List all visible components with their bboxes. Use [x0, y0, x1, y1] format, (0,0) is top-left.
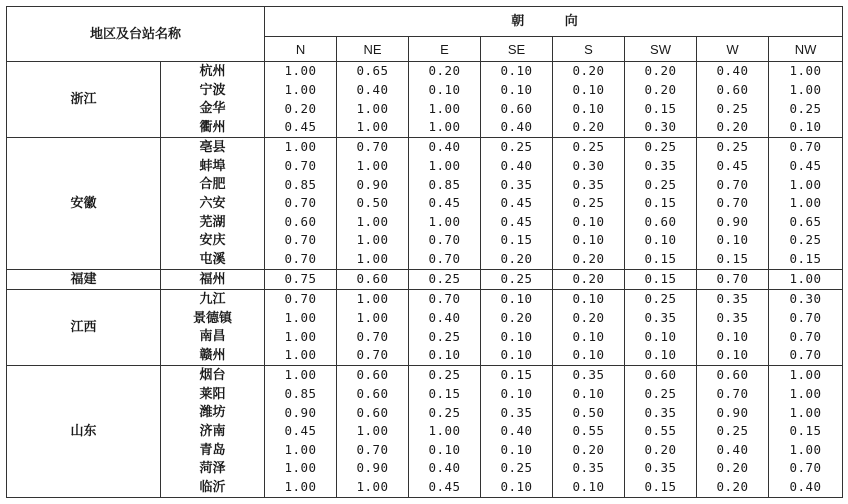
province-cell: 山东 — [7, 366, 161, 498]
factor-value-cell: 0.30 — [553, 157, 625, 176]
factor-value-cell: 0.65 — [337, 62, 409, 81]
factor-value-cell: 1.00 — [769, 441, 843, 460]
factor-value-cell: 0.25 — [481, 269, 553, 289]
factor-value-cell: 0.10 — [553, 290, 625, 309]
factor-value-cell: 0.10 — [553, 328, 625, 347]
factor-value-cell: 0.35 — [625, 157, 697, 176]
factor-value-cell: 0.90 — [337, 176, 409, 195]
factor-value-cell: 1.00 — [769, 176, 843, 195]
factor-value-cell: 0.10 — [481, 478, 553, 497]
factor-value-cell: 0.10 — [481, 81, 553, 100]
factor-value-cell: 0.15 — [625, 194, 697, 213]
station-cell: 安庆 — [161, 231, 265, 250]
table-row — [7, 290, 843, 309]
factor-value-cell: 0.20 — [697, 459, 769, 478]
table-row — [7, 62, 843, 81]
factor-value-cell: 1.00 — [769, 404, 843, 423]
factor-value-cell: 0.10 — [625, 346, 697, 365]
province-cell: 福建 — [7, 269, 161, 289]
factor-value-cell: 0.40 — [697, 441, 769, 460]
factor-value-cell: 0.15 — [625, 100, 697, 119]
direction-column-header: NW — [769, 37, 843, 62]
direction-column-header: NE — [337, 37, 409, 62]
factor-value-cell: 1.00 — [337, 422, 409, 441]
factor-value-cell: 0.15 — [625, 250, 697, 269]
factor-value-cell: 0.20 — [553, 118, 625, 137]
station-cell: 合肥 — [161, 176, 265, 195]
factor-value-cell: 1.00 — [409, 100, 481, 119]
factor-value-cell: 0.25 — [625, 385, 697, 404]
factor-value-cell: 1.00 — [769, 194, 843, 213]
factor-value-cell: 0.30 — [769, 290, 843, 309]
factor-value-cell: 1.00 — [337, 290, 409, 309]
factor-value-cell: 0.70 — [769, 346, 843, 365]
factor-value-cell: 0.35 — [625, 309, 697, 328]
factor-value-cell: 0.40 — [697, 62, 769, 81]
factor-value-cell: 0.20 — [481, 250, 553, 269]
table-body — [7, 62, 843, 498]
factor-value-cell: 1.00 — [769, 269, 843, 289]
factor-value-cell: 0.90 — [337, 459, 409, 478]
factor-value-cell: 0.60 — [625, 366, 697, 385]
factor-value-cell: 1.00 — [337, 157, 409, 176]
factor-value-cell: 0.20 — [481, 309, 553, 328]
orientation-factor-table-container — [6, 6, 842, 498]
factor-value-cell: 1.00 — [265, 328, 337, 347]
factor-value-cell: 0.35 — [553, 459, 625, 478]
factor-value-cell: 0.25 — [409, 328, 481, 347]
factor-value-cell: 0.90 — [697, 404, 769, 423]
direction-column-header: S — [553, 37, 625, 62]
station-cell: 烟台 — [161, 366, 265, 385]
factor-value-cell: 0.70 — [409, 250, 481, 269]
factor-value-cell: 0.15 — [409, 385, 481, 404]
station-cell: 福州 — [161, 269, 265, 289]
factor-value-cell: 0.40 — [769, 478, 843, 497]
factor-value-cell: 1.00 — [337, 100, 409, 119]
factor-value-cell: 0.15 — [625, 269, 697, 289]
factor-value-cell: 0.25 — [697, 422, 769, 441]
factor-value-cell: 0.50 — [553, 404, 625, 423]
factor-value-cell: 0.90 — [697, 213, 769, 232]
station-cell: 九江 — [161, 290, 265, 309]
station-cell: 屯溪 — [161, 250, 265, 269]
station-cell: 南昌 — [161, 328, 265, 347]
factor-value-cell: 0.45 — [265, 118, 337, 137]
factor-value-cell: 0.70 — [337, 441, 409, 460]
factor-value-cell: 0.85 — [265, 385, 337, 404]
factor-value-cell: 1.00 — [337, 478, 409, 497]
factor-value-cell: 0.10 — [409, 441, 481, 460]
factor-value-cell: 0.25 — [409, 404, 481, 423]
factor-value-cell: 0.55 — [625, 422, 697, 441]
factor-value-cell: 0.10 — [481, 346, 553, 365]
table-row — [7, 138, 843, 157]
factor-value-cell: 0.85 — [265, 176, 337, 195]
factor-value-cell: 0.20 — [553, 62, 625, 81]
factor-value-cell: 0.70 — [697, 269, 769, 289]
factor-value-cell: 0.40 — [409, 138, 481, 157]
factor-value-cell: 0.35 — [481, 176, 553, 195]
factor-value-cell: 0.40 — [409, 459, 481, 478]
table-row — [7, 269, 843, 289]
station-cell: 亳县 — [161, 138, 265, 157]
factor-value-cell: 0.60 — [337, 385, 409, 404]
factor-value-cell: 0.10 — [481, 290, 553, 309]
factor-value-cell: 0.60 — [481, 100, 553, 119]
factor-value-cell: 0.10 — [481, 385, 553, 404]
factor-value-cell: 1.00 — [265, 441, 337, 460]
factor-value-cell: 0.15 — [481, 366, 553, 385]
factor-value-cell: 0.70 — [337, 328, 409, 347]
factor-value-cell: 1.00 — [265, 81, 337, 100]
region-station-header: 地区及台站名称 — [7, 7, 265, 62]
factor-value-cell: 1.00 — [337, 250, 409, 269]
factor-value-cell: 0.10 — [409, 346, 481, 365]
factor-value-cell: 1.00 — [769, 366, 843, 385]
station-cell: 赣州 — [161, 346, 265, 365]
province-cell: 安徽 — [7, 138, 161, 270]
factor-value-cell: 0.70 — [265, 290, 337, 309]
factor-value-cell: 0.20 — [697, 478, 769, 497]
factor-value-cell: 1.00 — [769, 62, 843, 81]
table-row — [7, 366, 843, 385]
direction-column-header: SW — [625, 37, 697, 62]
factor-value-cell: 1.00 — [337, 118, 409, 137]
factor-value-cell: 0.45 — [265, 422, 337, 441]
factor-value-cell: 1.00 — [337, 213, 409, 232]
factor-value-cell: 0.40 — [481, 118, 553, 137]
factor-value-cell: 0.70 — [265, 194, 337, 213]
factor-value-cell: 0.15 — [697, 250, 769, 269]
factor-value-cell: 0.60 — [337, 269, 409, 289]
factor-value-cell: 0.70 — [769, 328, 843, 347]
factor-value-cell: 0.40 — [409, 309, 481, 328]
factor-value-cell: 0.60 — [697, 366, 769, 385]
factor-value-cell: 0.20 — [625, 81, 697, 100]
factor-value-cell: 0.45 — [409, 194, 481, 213]
factor-value-cell: 0.25 — [481, 459, 553, 478]
factor-value-cell: 0.20 — [409, 62, 481, 81]
factor-value-cell: 0.15 — [769, 422, 843, 441]
factor-value-cell: 0.10 — [625, 231, 697, 250]
station-cell: 芜湖 — [161, 213, 265, 232]
factor-value-cell: 0.70 — [337, 346, 409, 365]
station-cell: 青岛 — [161, 441, 265, 460]
factor-value-cell: 0.20 — [697, 118, 769, 137]
factor-value-cell: 0.50 — [337, 194, 409, 213]
factor-value-cell: 0.45 — [769, 157, 843, 176]
factor-value-cell: 0.10 — [409, 81, 481, 100]
factor-value-cell: 0.60 — [625, 213, 697, 232]
factor-value-cell: 0.10 — [697, 346, 769, 365]
factor-value-cell: 0.75 — [265, 269, 337, 289]
factor-value-cell: 0.20 — [625, 441, 697, 460]
factor-value-cell: 0.45 — [481, 213, 553, 232]
direction-column-header: N — [265, 37, 337, 62]
factor-value-cell: 1.00 — [409, 213, 481, 232]
factor-value-cell: 0.30 — [625, 118, 697, 137]
factor-value-cell: 0.70 — [769, 309, 843, 328]
factor-value-cell: 0.35 — [697, 290, 769, 309]
factor-value-cell: 0.10 — [553, 385, 625, 404]
factor-value-cell: 0.10 — [553, 100, 625, 119]
station-cell: 蚌埠 — [161, 157, 265, 176]
factor-value-cell: 0.45 — [481, 194, 553, 213]
factor-value-cell: 0.70 — [769, 138, 843, 157]
factor-value-cell: 0.60 — [337, 404, 409, 423]
factor-value-cell: 0.25 — [769, 231, 843, 250]
factor-value-cell: 0.35 — [625, 459, 697, 478]
factor-value-cell: 0.25 — [553, 194, 625, 213]
factor-value-cell: 0.40 — [481, 422, 553, 441]
direction-column-header: W — [697, 37, 769, 62]
station-cell: 菏泽 — [161, 459, 265, 478]
orientation-factor-table — [6, 6, 843, 498]
factor-value-cell: 0.10 — [553, 346, 625, 365]
factor-value-cell: 0.15 — [481, 231, 553, 250]
factor-value-cell: 0.10 — [625, 328, 697, 347]
factor-value-cell: 0.15 — [769, 250, 843, 269]
factor-value-cell: 0.10 — [697, 328, 769, 347]
station-cell: 潍坊 — [161, 404, 265, 423]
factor-value-cell: 0.90 — [265, 404, 337, 423]
station-cell: 宁波 — [161, 81, 265, 100]
factor-value-cell: 0.35 — [625, 404, 697, 423]
factor-value-cell: 1.00 — [337, 309, 409, 328]
province-cell: 浙江 — [7, 62, 161, 138]
station-cell: 景德镇 — [161, 309, 265, 328]
factor-value-cell: 0.35 — [697, 309, 769, 328]
factor-value-cell: 0.70 — [265, 157, 337, 176]
factor-value-cell: 1.00 — [265, 478, 337, 497]
factor-value-cell: 0.10 — [553, 478, 625, 497]
factor-value-cell: 1.00 — [769, 81, 843, 100]
station-cell: 莱阳 — [161, 385, 265, 404]
factor-value-cell: 0.20 — [553, 250, 625, 269]
factor-value-cell: 0.10 — [697, 231, 769, 250]
factor-value-cell: 0.25 — [481, 138, 553, 157]
factor-value-cell: 0.20 — [625, 62, 697, 81]
factor-value-cell: 0.60 — [265, 213, 337, 232]
factor-value-cell: 0.70 — [697, 194, 769, 213]
factor-value-cell: 0.25 — [553, 138, 625, 157]
factor-value-cell: 1.00 — [265, 62, 337, 81]
factor-value-cell: 0.55 — [553, 422, 625, 441]
factor-value-cell: 1.00 — [769, 385, 843, 404]
station-cell: 衢州 — [161, 118, 265, 137]
factor-value-cell: 1.00 — [409, 157, 481, 176]
factor-value-cell: 0.70 — [265, 250, 337, 269]
factor-value-cell: 0.10 — [769, 118, 843, 137]
factor-value-cell: 0.25 — [697, 100, 769, 119]
factor-value-cell: 0.25 — [409, 269, 481, 289]
factor-value-cell: 0.20 — [553, 309, 625, 328]
station-cell: 六安 — [161, 194, 265, 213]
factor-value-cell: 0.20 — [265, 100, 337, 119]
station-cell: 临沂 — [161, 478, 265, 497]
factor-value-cell: 0.60 — [337, 366, 409, 385]
factor-value-cell: 1.00 — [409, 118, 481, 137]
factor-value-cell: 0.10 — [481, 62, 553, 81]
factor-value-cell: 0.20 — [553, 441, 625, 460]
factor-value-cell: 0.25 — [697, 138, 769, 157]
factor-value-cell: 1.00 — [265, 366, 337, 385]
factor-value-cell: 0.10 — [481, 328, 553, 347]
factor-value-cell: 0.25 — [625, 138, 697, 157]
factor-value-cell: 0.35 — [481, 404, 553, 423]
factor-value-cell: 0.40 — [337, 81, 409, 100]
factor-value-cell: 1.00 — [265, 346, 337, 365]
factor-value-cell: 0.45 — [409, 478, 481, 497]
factor-value-cell: 0.10 — [553, 231, 625, 250]
factor-value-cell: 1.00 — [265, 138, 337, 157]
factor-value-cell: 0.45 — [697, 157, 769, 176]
factor-value-cell: 0.10 — [553, 81, 625, 100]
station-cell: 杭州 — [161, 62, 265, 81]
orientation-header: 朝 向 — [265, 7, 843, 37]
table-header — [7, 7, 843, 62]
factor-value-cell: 0.70 — [265, 231, 337, 250]
factor-value-cell: 0.70 — [409, 290, 481, 309]
factor-value-cell: 0.25 — [625, 290, 697, 309]
factor-value-cell: 0.25 — [409, 366, 481, 385]
factor-value-cell: 0.20 — [553, 269, 625, 289]
station-cell: 济南 — [161, 422, 265, 441]
factor-value-cell: 1.00 — [265, 309, 337, 328]
factor-value-cell: 0.35 — [553, 176, 625, 195]
direction-column-header: SE — [481, 37, 553, 62]
factor-value-cell: 0.40 — [481, 157, 553, 176]
factor-value-cell: 1.00 — [337, 231, 409, 250]
station-cell: 金华 — [161, 100, 265, 119]
factor-value-cell: 1.00 — [265, 459, 337, 478]
factor-value-cell: 1.00 — [409, 422, 481, 441]
factor-value-cell: 0.10 — [481, 441, 553, 460]
factor-value-cell: 0.25 — [769, 100, 843, 119]
factor-value-cell: 0.85 — [409, 176, 481, 195]
province-cell: 江西 — [7, 290, 161, 366]
factor-value-cell: 0.60 — [697, 81, 769, 100]
factor-value-cell: 0.70 — [337, 138, 409, 157]
factor-value-cell: 0.65 — [769, 213, 843, 232]
factor-value-cell: 0.70 — [769, 459, 843, 478]
factor-value-cell: 0.70 — [409, 231, 481, 250]
factor-value-cell: 0.70 — [697, 385, 769, 404]
factor-value-cell: 0.70 — [697, 176, 769, 195]
factor-value-cell: 0.10 — [553, 213, 625, 232]
factor-value-cell: 0.25 — [625, 176, 697, 195]
factor-value-cell: 0.35 — [553, 366, 625, 385]
factor-value-cell: 0.15 — [625, 478, 697, 497]
direction-column-header: E — [409, 37, 481, 62]
